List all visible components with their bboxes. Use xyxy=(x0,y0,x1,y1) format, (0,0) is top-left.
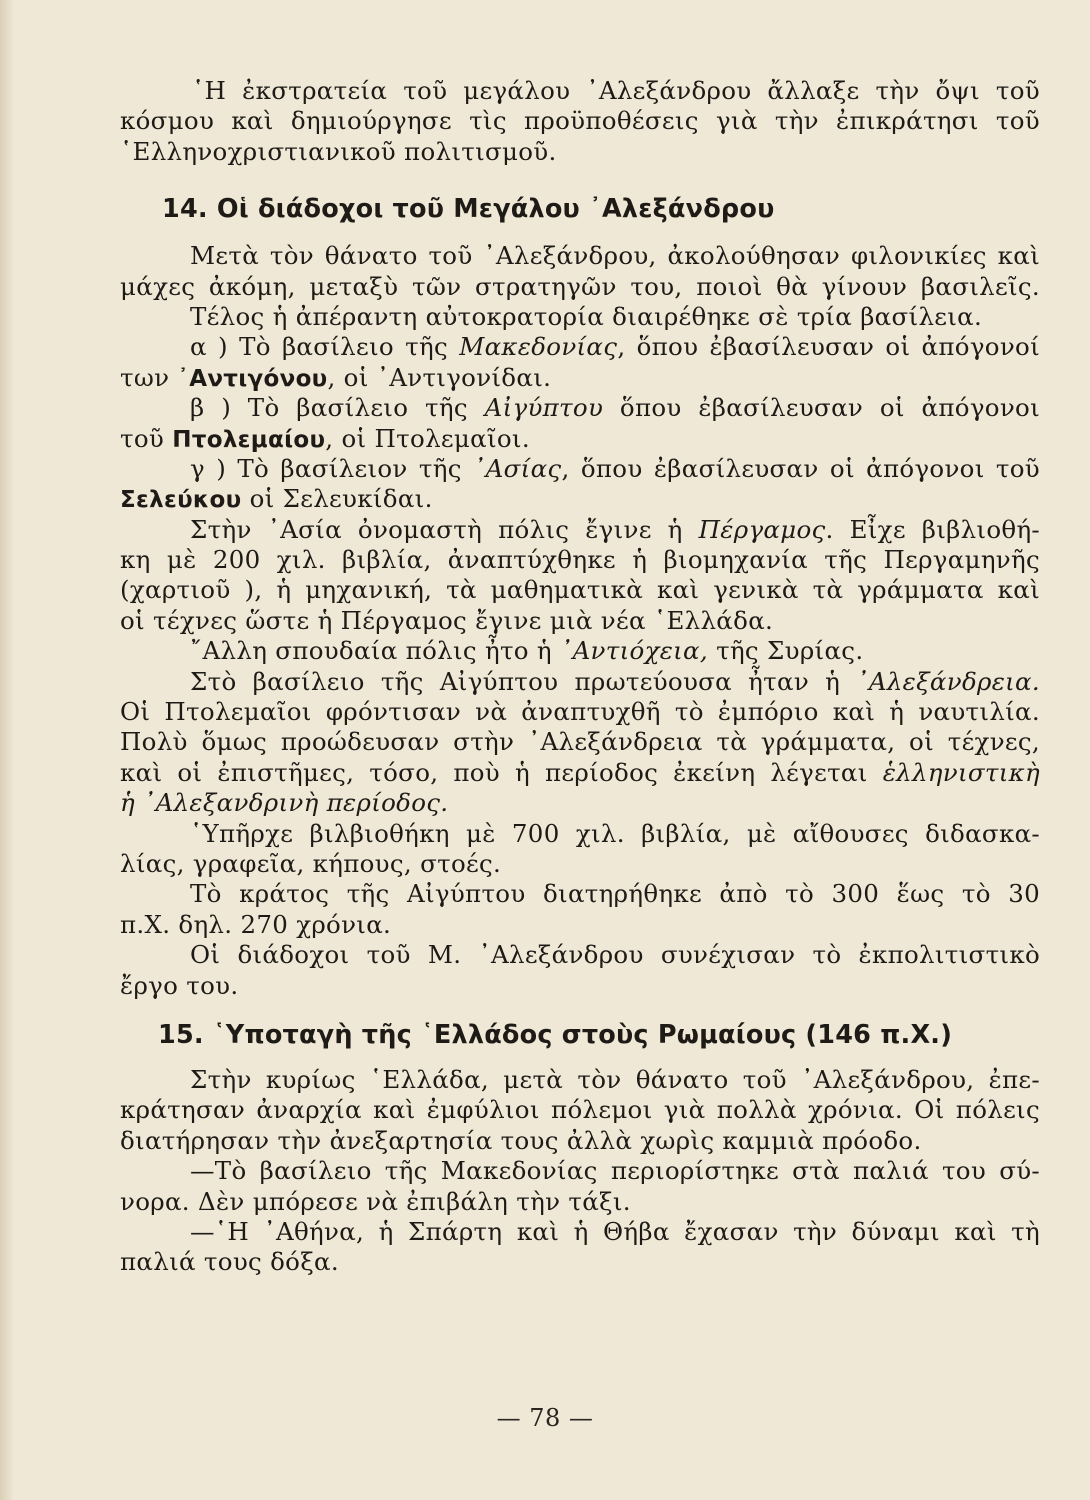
text-line: Οἱ Πτολεμαῖοι φρόντισαν νὰ ἀναπτυχθῆ τὸ ἐμπόριο καὶ ἡ ναυτιλία. xyxy=(120,697,1040,727)
text-line xyxy=(120,393,1040,423)
text-line: κη μὲ 200 χιλ. βιβλία, ἀναπτύχθηκε ἡ βιομηχανία τῆς Περγαμηνῆς xyxy=(120,545,1040,575)
text-line: νορα. Δὲν μπόρεσε νὰ ἐπιβάλη τὴν τάξι. xyxy=(120,1186,631,1216)
text-line xyxy=(120,636,1040,666)
text-run: , οἱ Πτολεμαῖοι. xyxy=(325,423,530,453)
text-line: μάχες ἀκόμη, μεταξὺ τῶν στρατηγῶν του, ποιοὶ θὰ γίνουν βασιλεῖς. xyxy=(120,271,1040,301)
text-line: Μετὰ τὸν θάνατο τοῦ ᾿Αλεξάνδρου, ἀκολούθησαν φιλονικίες καὶ xyxy=(190,241,1040,271)
text-line: ῾Ελληνοχριστιανικοῦ πολιτισμοῦ. xyxy=(120,136,557,166)
text-line: ἡ ᾿Αλεξανδρινὴ περίοδος. xyxy=(120,788,449,818)
text-run: . Εἶχε βιβλιοθή- xyxy=(825,514,1040,544)
text-line: ἔργο του. xyxy=(120,970,239,1000)
italic-run: Αἰγύπτου xyxy=(484,393,604,423)
text-run: Στὸ βασίλειο τῆς Αἰγύπτου πρωτεύουσα ἦταν ἡ xyxy=(190,666,857,696)
text-line: ῾Η ἐκστρατεία τοῦ μεγάλου ᾿Αλεξάνδρου ἄλλαξε τὴν ὄψι τοῦ xyxy=(192,76,1040,105)
text-line xyxy=(120,332,1040,362)
text-run: β ) Τὸ βασίλειο τῆς xyxy=(190,393,485,423)
intro-paragraph xyxy=(120,76,1040,167)
section-15-body xyxy=(120,1065,1040,1278)
text-line: (χαρτιοῦ ), ἡ μηχανική, τὰ μαθηματικὰ καὶ γενικὰ τὰ γράμματα καὶ xyxy=(120,575,1040,605)
text-line: —Τὸ βασίλειο τῆς Μακεδονίας περιορίστηκε στὰ παλιά του σύ- xyxy=(190,1156,1040,1186)
page-edge-shadow xyxy=(0,0,14,1500)
section-14-body xyxy=(120,241,1040,1001)
text-line xyxy=(120,758,1040,788)
italic-run: ᾿Αλεξάνδρεια. xyxy=(856,666,1040,696)
text-line xyxy=(120,454,1040,484)
text-line xyxy=(120,515,1040,545)
text-run: τῆς Συρίας. xyxy=(708,636,864,666)
bold-run: Σελεύκου xyxy=(120,487,242,514)
text-line: Τέλος ἡ ἀπέραντη αὐτοκρατορία διαιρέθηκε σὲ τρία βασίλεια. xyxy=(190,301,983,331)
text-run: των xyxy=(120,362,178,392)
text-line xyxy=(120,363,1040,393)
text-line: —῾Η ᾿Αθήνα, ἡ Σπάρτη καὶ ἡ Θήβα ἔχασαν τὴν δύναμι καὶ τὴ xyxy=(190,1216,1040,1246)
page-number: — 78 — xyxy=(496,1404,594,1432)
bold-run: Πτολεμαίου xyxy=(172,426,326,453)
text-run: καὶ οἱ ἐπιστῆμες, τόσο, ποὺ ἡ περίοδος ἐκείνη λέγεται xyxy=(120,757,883,787)
text-line: οἱ τέχνες ὥστε ἡ Πέργαμος ἔγινε μιὰ νέα ῾Ελλάδα. xyxy=(120,605,774,635)
italic-run: Μακεδονίας xyxy=(459,332,618,362)
section-14-heading: 14. Οἱ διάδοχοι τοῦ Μεγάλου ᾿Αλεξάνδρου xyxy=(162,194,775,225)
bold-run: ᾿Αντιγόνου xyxy=(177,365,328,392)
text-line: Στὴν κυρίως ῾Ελλάδα, μετὰ τὸν θάνατο τοῦ ᾿Αλεξάνδρου, ἐπε- xyxy=(190,1064,1040,1094)
italic-run: ἑλληνιστικὴ xyxy=(882,757,1040,787)
text-run: γ ) Τὸ βασίλειον τῆς xyxy=(190,453,474,483)
text-run: ὅπου ἐβασίλευσαν οἱ ἀπόγονοι xyxy=(603,393,1040,423)
italic-run: ᾿Αντιόχεια, xyxy=(560,636,708,666)
text-line: Πολὺ ὅμως προώδευσαν στὴν ᾿Αλεξάνδρεια τὰ γράμματα, οἱ τέχνες, xyxy=(120,727,1040,757)
text-line: Τὸ κράτος τῆς Αἰγύπτου διατηρήθηκε ἀπὸ τὸ 300 ἕως τὸ 30 xyxy=(190,879,1040,909)
text-line: κράτησαν ἀναρχία καὶ ἐμφύλιοι πόλεμοι γιὰ πολλὰ χρόνια. Οἱ πόλεις xyxy=(120,1095,1040,1125)
text-run: ῎Αλλη σπουδαία πόλις ἦτο ἡ xyxy=(190,636,561,666)
text-line: Οἱ διάδοχοι τοῦ Μ. ᾿Αλεξάνδρου συνέχισαν τὸ ἐκπολιτιστικὸ xyxy=(190,940,1040,970)
text-run: , οἱ ᾿Αντιγονίδαι. xyxy=(327,362,552,392)
text-line: λίας, γραφεῖα, κήπους, στοές. xyxy=(120,848,502,878)
text-run: α ) Τὸ βασίλειο τῆς xyxy=(190,332,460,362)
text-run: τοῦ xyxy=(120,423,173,453)
text-line: παλιά τους δόξα. xyxy=(120,1247,339,1277)
book-page xyxy=(120,76,1040,1278)
text-run: Στὴν ᾿Ασία ὀνομαστὴ πόλις ἔγινε ἡ xyxy=(190,514,699,544)
italic-run: Πέργαμος xyxy=(698,514,826,544)
text-line xyxy=(120,424,1040,454)
text-line: διατήρησαν τὴν ἀνεξαρτησία τους ἀλλὰ χωρὶς καμμιὰ πρόοδο. xyxy=(120,1125,922,1155)
text-line: π.Χ. δηλ. 270 χρόνια. xyxy=(120,909,392,939)
text-run: , ὅπου ἐβασίλευσαν οἱ ἀπόγονοι τοῦ xyxy=(561,453,1041,483)
text-line: ῾Υπῆρχε βιλβιοθήκη μὲ 700 χιλ. βιβλία, μὲ αἴθουσες διδασκα- xyxy=(190,818,1040,848)
text-line xyxy=(120,667,1040,697)
text-line xyxy=(120,484,1040,514)
text-run: οἱ Σελευκίδαι. xyxy=(241,484,433,514)
text-line: κόσμου καὶ δημιούργησε τὶς προϋποθέσεις γιὰ τὴν ἐπικράτησι τοῦ xyxy=(120,106,1040,136)
italic-run: ᾿Ασίας xyxy=(473,453,562,483)
section-15-heading: 15. ῾Υποταγὴ τῆς ῾Ελλάδος στοὺς Ρωμαίους (146 π.Χ.) xyxy=(158,1019,953,1050)
text-run: , ὅπου ἐβασίλευσαν οἱ ἀπόγονοί xyxy=(617,332,1040,362)
